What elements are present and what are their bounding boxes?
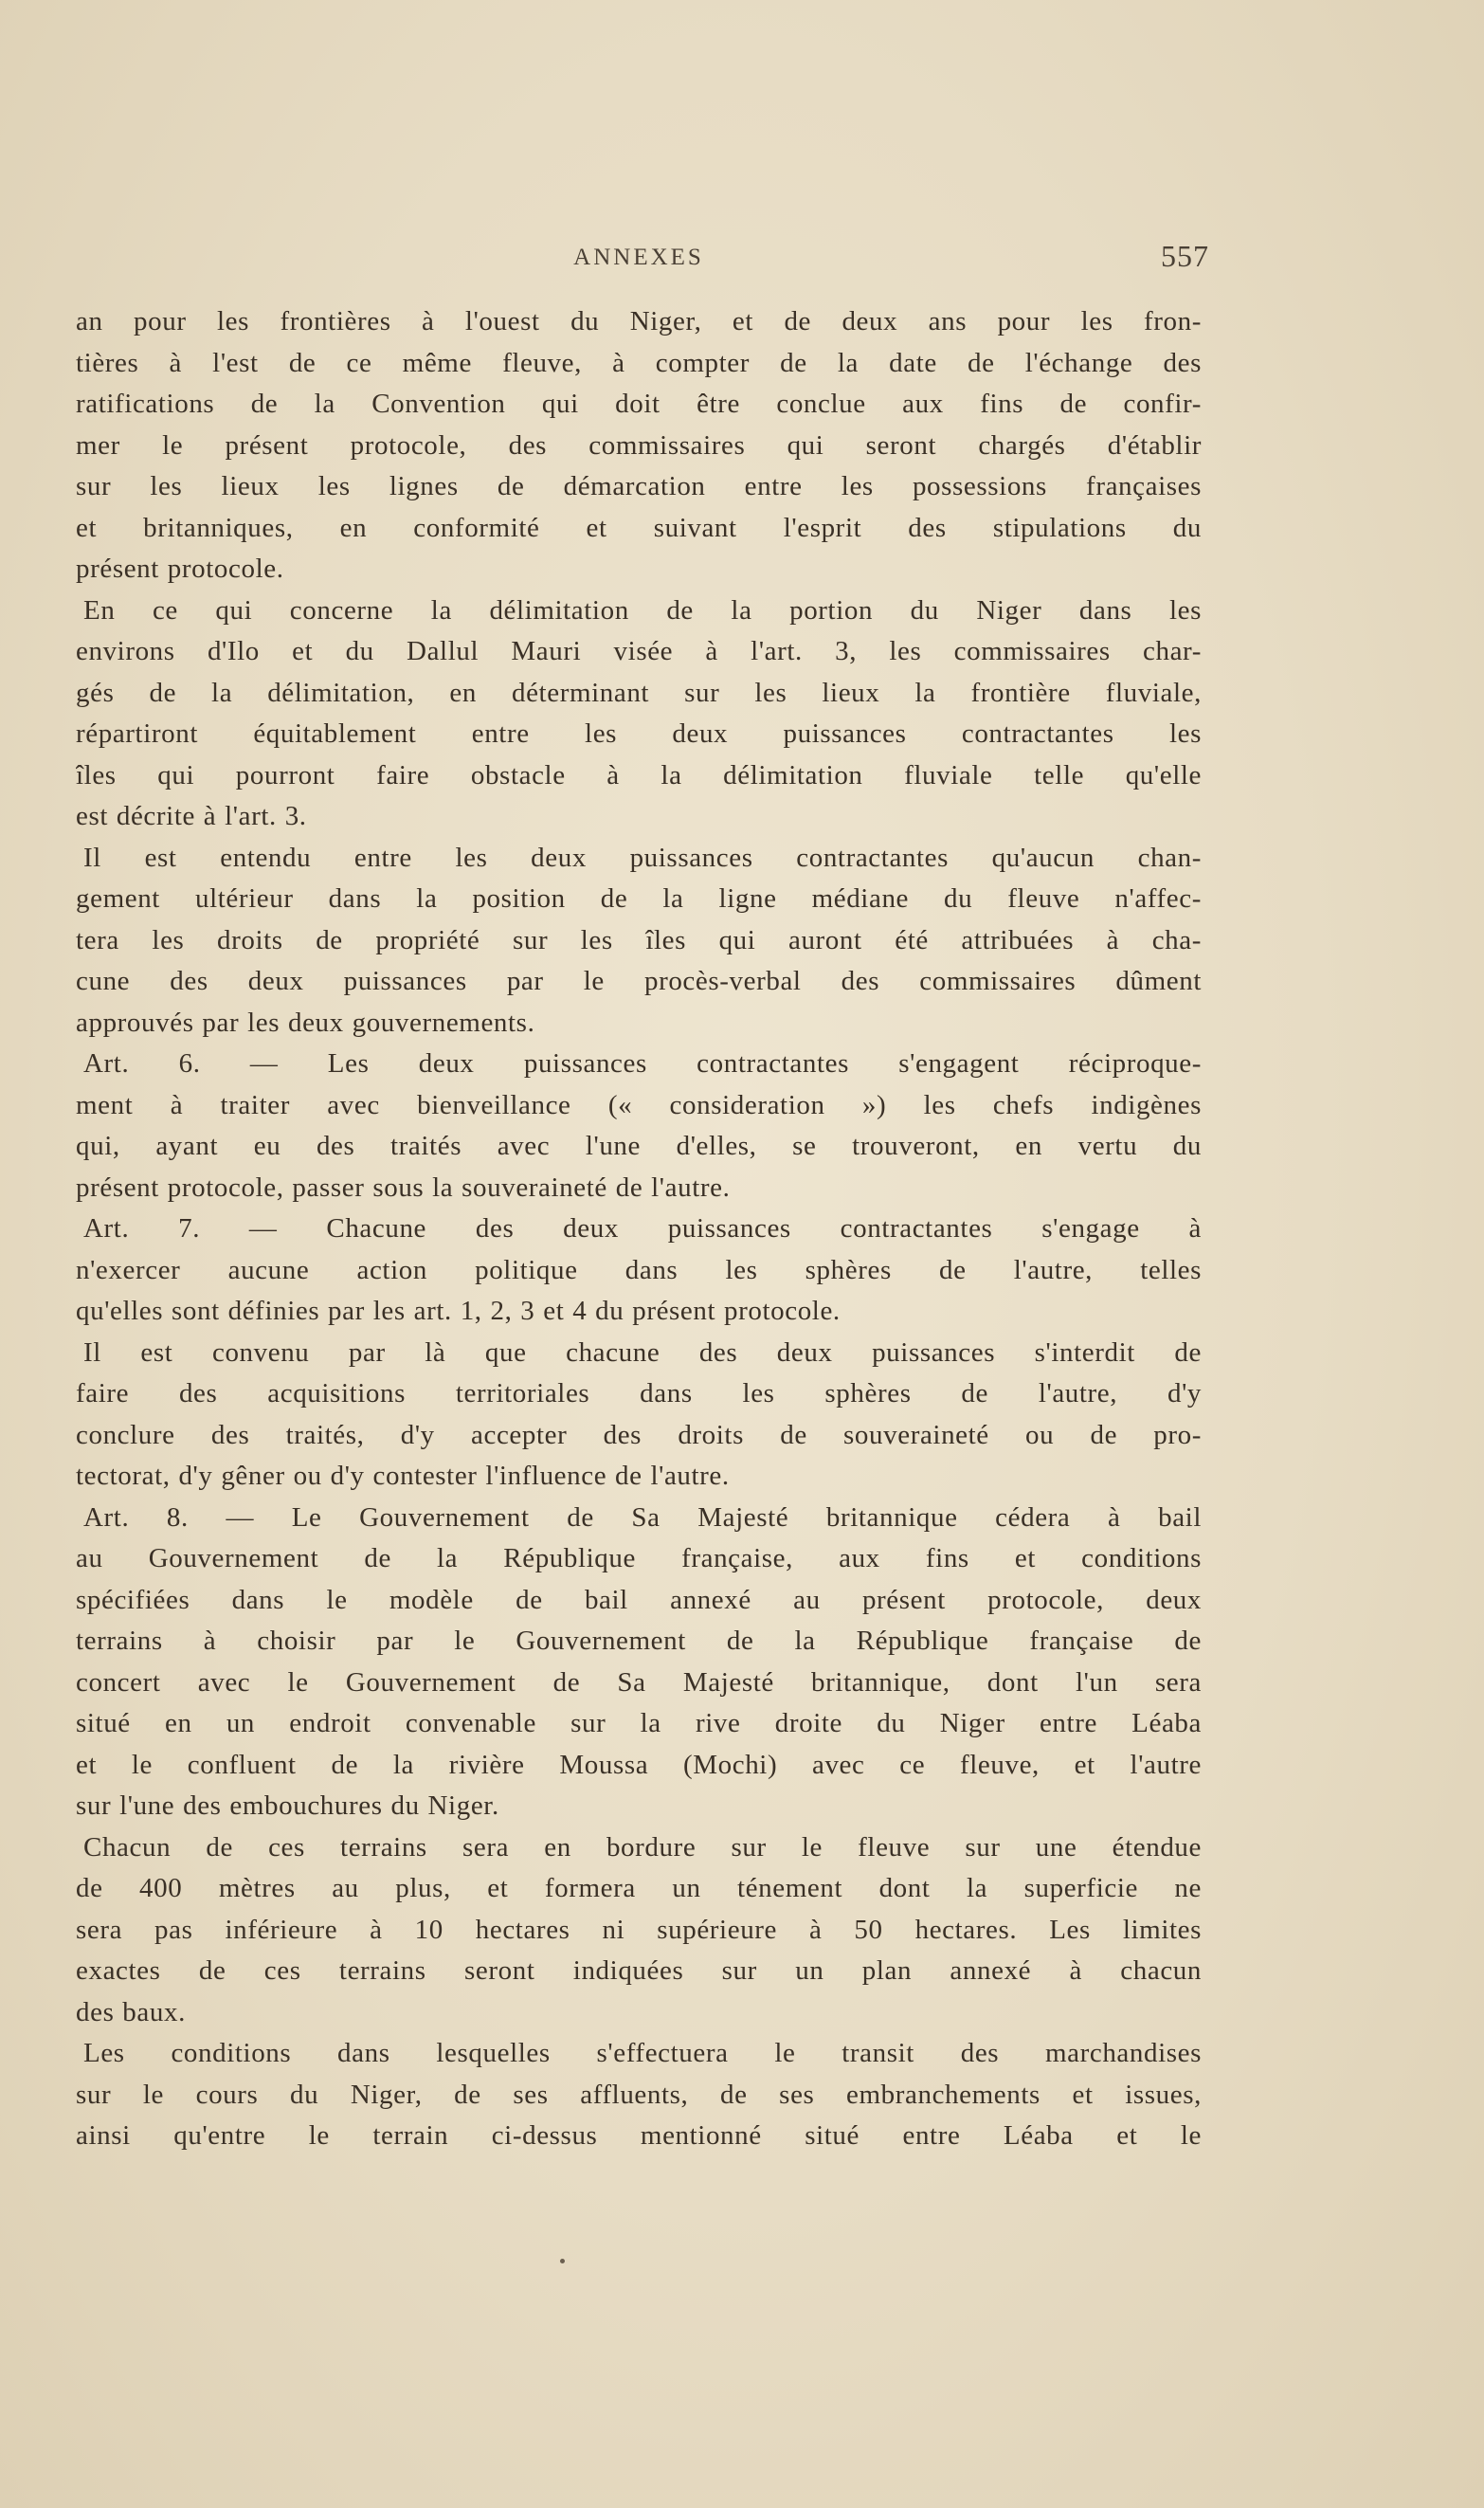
text-line: Chacun de ces terrains sera en bordure sur le fleuve sur une étendue: [83, 1831, 1202, 1863]
text-line: exactes de ces terrains seront indiquées sur un plan annexé à chacun: [76, 1955, 1202, 1986]
text-line: de 400 mètres au plus, et formera un ténement dont la superficie ne: [76, 1873, 1202, 1903]
text-line: ratifications de la Convention qui doit être conclue aux fins de confir-: [76, 389, 1202, 419]
text-line: conclure des traités, d'y accepter des droits de souveraineté ou de pro-: [76, 1419, 1202, 1450]
text-line: îles qui pourront faire obstacle à la délimitation fluviale telle qu'elle: [76, 759, 1202, 791]
text-line: approuvés par les deux gouvernements.: [76, 1007, 535, 1038]
text-line: Art. 7. — Chacune des deux puissances contractantes s'engage à: [83, 1213, 1202, 1244]
text-line: Il est entendu entre les deux puissances contractantes qu'aucun chan-: [83, 842, 1202, 873]
text-line: répartiront équitablement entre les deux puissances contractantes les: [76, 718, 1202, 749]
text-line: qu'elles sont définies par les art. 1, 2, 3 et 4 du présent protocole.: [76, 1296, 841, 1326]
text-line: et britanniques, en conformité et suivant l'esprit des stipulations du: [76, 512, 1202, 543]
text-line: spécifiées dans le modèle de bail annexé au présent protocole, deux: [76, 1584, 1202, 1615]
text-line: environs d'Ilo et du Dallul Mauri visée à l'art. 3, les commissaires char-: [76, 636, 1202, 666]
text-line: En ce qui concerne la délimitation de la portion du Niger dans les: [83, 594, 1202, 626]
text-line: qui, ayant eu des traités avec l'une d'elles, se trouveront, en vertu du: [76, 1131, 1202, 1161]
text-line: sur l'une des embouchures du Niger.: [76, 1790, 499, 1821]
text-line: tières à l'est de ce même fleuve, à compter de la date de l'échange des: [76, 347, 1202, 378]
text-line: des baux.: [76, 1996, 186, 2027]
text-line: Il est convenu par là que chacune des deux puissances s'interdit de: [83, 1336, 1202, 1368]
text-line: Les conditions dans lesquelles s'effectuera le transit des marchandises: [83, 2038, 1202, 2068]
body-text: [76, 301, 1202, 2157]
text-line: faire des acquisitions territoriales dans les sphères de l'autre, d'y: [76, 1378, 1202, 1408]
text-line: sera pas inférieure à 10 hectares ni supérieure à 50 hectares. Les limites: [76, 1914, 1202, 1945]
text-line: tectorat, d'y gêner ou d'y contester l'influence de l'autre.: [76, 1461, 730, 1491]
text-line: mer le présent protocole, des commissaires qui seront chargés d'établir: [76, 429, 1202, 461]
text-line: présent protocole.: [76, 554, 284, 584]
text-line: et le confluent de la rivière Moussa (Mochi) avec ce fleuve, et l'autre: [76, 1749, 1202, 1780]
text-line: est décrite à l'art. 3.: [76, 801, 307, 831]
text-line: gés de la délimitation, en déterminant sur les lieux la frontière fluviale,: [76, 677, 1202, 708]
text-line: au Gouvernement de la République française, aux fins et conditions: [76, 1543, 1202, 1573]
text-line: an pour les frontières à l'ouest du Niger, et de deux ans pour les fron-: [76, 306, 1202, 336]
page-number: 557: [1161, 239, 1209, 273]
running-head: [76, 239, 1209, 282]
text-line: n'exercer aucune action politique dans les sphères de l'autre, telles: [76, 1254, 1202, 1285]
text-line: sur le cours du Niger, de ses affluents, de ses embranchements et issues,: [76, 2079, 1202, 2110]
text-line: Art. 6. — Les deux puissances contractantes s'engagent réciproque-: [83, 1048, 1202, 1079]
running-title: ANNEXES: [573, 245, 704, 270]
text-line: sur les lieux les lignes de démarcation entre les possessions françaises: [76, 471, 1202, 501]
text-line: ment à traiter avec bienveillance (« consideration ») les chefs indigènes: [76, 1089, 1202, 1120]
text-line: concert avec le Gouvernement de Sa Majesté britannique, dont l'un sera: [76, 1666, 1202, 1698]
text-line: tera les droits de propriété sur les îles qui auront été attribuées à cha-: [76, 924, 1202, 955]
ink-speck: [560, 2259, 565, 2263]
text-line: présent protocole, passer sous la souveraineté de l'autre.: [76, 1172, 731, 1203]
text-line: terrains à choisir par le Gouvernement de la République française de: [76, 1626, 1202, 1656]
text-line: ainsi qu'entre le terrain ci-dessus mentionné situé entre Léaba et le: [76, 2120, 1202, 2151]
text-line: gement ultérieur dans la position de la ligne médiane du fleuve n'affec-: [76, 883, 1202, 914]
text-line: Art. 8. — Le Gouvernement de Sa Majesté britannique cédera à bail: [83, 1501, 1202, 1533]
text-line: cune des deux puissances par le procès-verbal des commissaires dûment: [76, 966, 1202, 996]
text-line: situé en un endroit convenable sur la rive droite du Niger entre Léaba: [76, 1708, 1202, 1738]
